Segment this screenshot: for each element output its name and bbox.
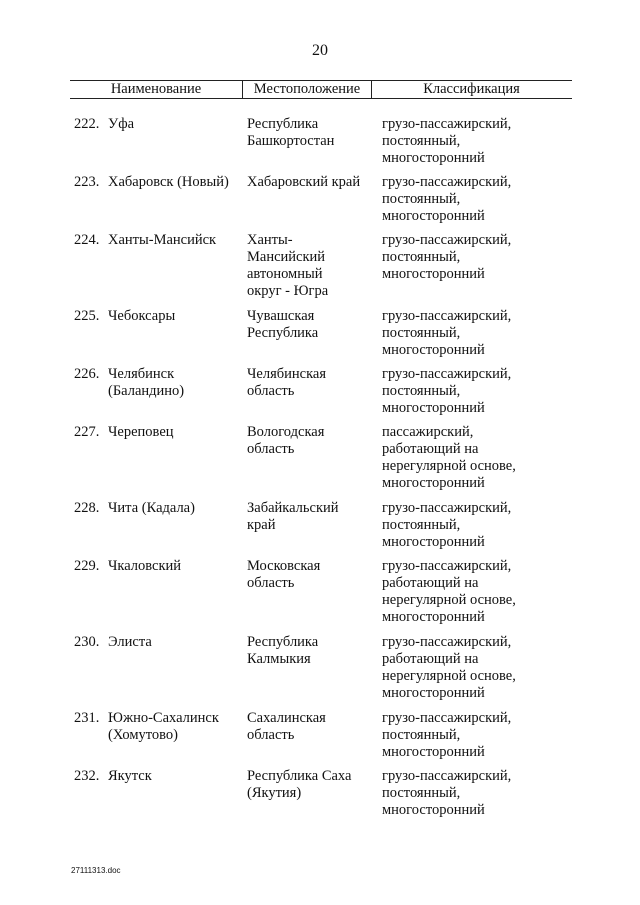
table-row xyxy=(0,710,640,768)
table-row xyxy=(0,308,640,366)
row-classification: грузо-пассажирский, постоянный, многосторонний xyxy=(382,308,512,358)
header-classification: Классификация xyxy=(423,81,520,97)
header-location: Местоположение xyxy=(242,81,372,98)
row-name: Хабаровск (Новый) xyxy=(108,174,229,190)
row-location: Московская область xyxy=(247,558,321,591)
header-name: Наименование xyxy=(110,81,202,97)
row-name: Уфа xyxy=(108,116,135,132)
row-name: Якутск xyxy=(108,768,152,784)
table-row xyxy=(0,768,640,826)
row-location: Чувашская Республика xyxy=(247,308,319,341)
row-number: 223. xyxy=(74,174,100,190)
footer-filename: 27111313.doc xyxy=(71,866,121,875)
table-row xyxy=(0,366,640,424)
table-row xyxy=(0,174,640,232)
row-classification: грузо-пассажирский, постоянный, многосторонний xyxy=(382,500,512,550)
table-body xyxy=(0,116,640,826)
row-number: 224. xyxy=(74,232,100,248)
row-classification: пассажирский, работающий на нерегулярной основе, многосторонний xyxy=(382,424,516,491)
row-name: Элиста xyxy=(108,634,152,650)
table-row xyxy=(0,634,640,710)
row-number: 228. xyxy=(74,500,100,516)
row-name: Чебоксары xyxy=(108,308,176,324)
row-location: Республика Саха (Якутия) xyxy=(247,768,352,801)
row-name: Чкаловский xyxy=(108,558,182,574)
row-classification: грузо-пассажирский, работающий на нерегулярной основе, многосторонний xyxy=(382,558,516,625)
row-name: Череповец xyxy=(108,424,174,440)
table-row xyxy=(0,116,640,174)
row-location: Республика Башкортостан xyxy=(247,116,335,149)
row-location: Вологодская область xyxy=(247,424,325,457)
row-classification: грузо-пассажирский, постоянный, многосторонний xyxy=(382,366,512,416)
row-classification: грузо-пассажирский, постоянный, многосторонний xyxy=(382,232,512,282)
table-row xyxy=(0,424,640,500)
row-classification: грузо-пассажирский, постоянный, многосторонний xyxy=(382,710,512,760)
table-row xyxy=(0,558,640,634)
row-number: 227. xyxy=(74,424,100,440)
row-number: 230. xyxy=(74,634,100,650)
row-classification: грузо-пассажирский, постоянный, многосторонний xyxy=(382,174,512,224)
table-row xyxy=(0,500,640,558)
row-name: Челябинск (Баландино) xyxy=(108,366,185,399)
row-number: 231. xyxy=(74,710,100,726)
row-classification: грузо-пассажирский, постоянный, многосторонний xyxy=(382,768,512,818)
row-classification: грузо-пассажирский, постоянный, многосторонний xyxy=(382,116,512,166)
table-row xyxy=(0,232,640,308)
table-header xyxy=(70,80,572,99)
row-classification: грузо-пассажирский, работающий на нерегулярной основе, многосторонний xyxy=(382,634,516,701)
row-number: 229. xyxy=(74,558,100,574)
row-number: 232. xyxy=(74,768,100,784)
row-number: 226. xyxy=(74,366,100,382)
row-location: Республика Калмыкия xyxy=(247,634,319,667)
row-number: 222. xyxy=(74,116,100,132)
row-location: Челябинская область xyxy=(247,366,327,399)
row-name: Южно-Сахалинск (Хомутово) xyxy=(108,710,219,743)
row-location: Забайкальский край xyxy=(247,500,339,533)
row-location: Ханты- Мансийский автономный округ - Югра xyxy=(247,232,329,299)
row-location: Хабаровский край xyxy=(247,174,361,190)
row-name: Чита (Кадала) xyxy=(108,500,195,516)
row-name: Ханты-Мансийск xyxy=(108,232,217,248)
page-number: 20 xyxy=(312,42,328,59)
row-location: Сахалинская область xyxy=(247,710,326,743)
row-number: 225. xyxy=(74,308,100,324)
